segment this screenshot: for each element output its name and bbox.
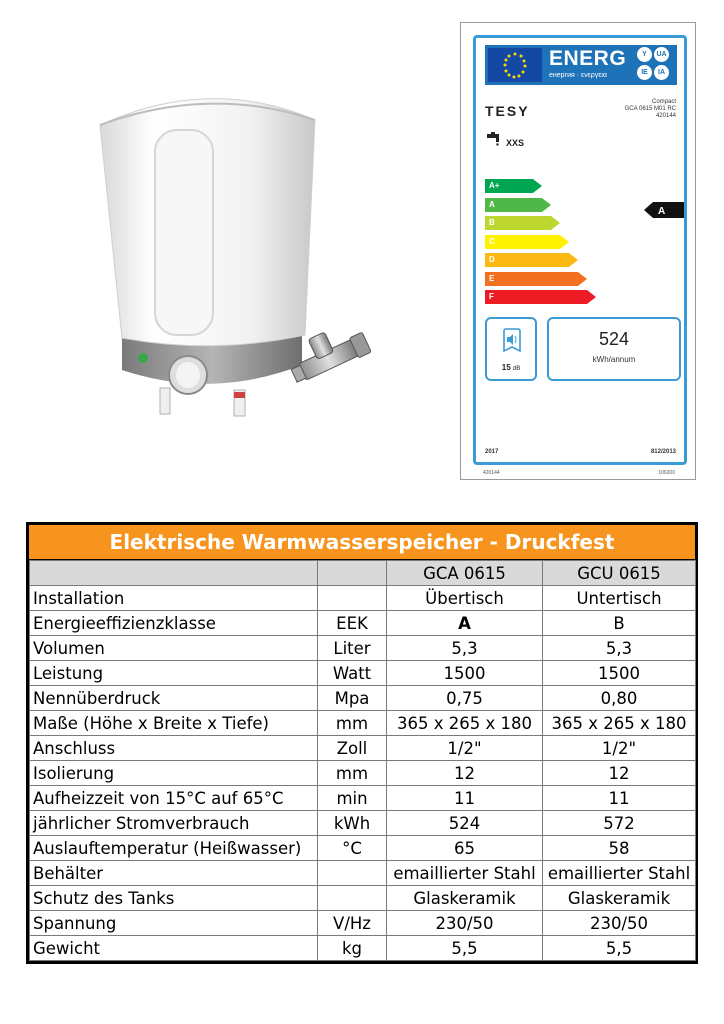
label-code-left: 420144 — [483, 470, 500, 476]
spec-unit: EEK — [318, 611, 387, 636]
spec-label: Energieeffizienzklasse — [30, 611, 318, 636]
spec-row — [30, 686, 696, 711]
spec-row — [30, 786, 696, 811]
spec-value: 365 x 265 x 180 — [387, 711, 543, 736]
spec-unit: V/Hz — [318, 911, 387, 936]
efficiency-class-bar: A+ — [485, 179, 533, 193]
model-line: Compact — [651, 99, 676, 105]
sound-value: 15 dB — [501, 363, 521, 372]
spec-unit — [318, 561, 387, 586]
spec-value: 365 x 265 x 180 — [543, 711, 696, 736]
spec-label: Anschluss — [30, 736, 318, 761]
efficiency-class-arrow — [587, 290, 596, 304]
spec-value: Untertisch — [543, 586, 696, 611]
energy-label-title: ENERG — [549, 47, 627, 70]
energy-label-frame — [473, 35, 687, 465]
spec-label: Leistung — [30, 661, 318, 686]
spec-value: A — [387, 611, 543, 636]
spec-label: Schutz des Tanks — [30, 886, 318, 911]
spec-unit: Zoll — [318, 736, 387, 761]
spec-value: 230/50 — [387, 911, 543, 936]
energy-label — [460, 22, 696, 480]
spec-unit — [318, 586, 387, 611]
spec-row — [30, 761, 696, 786]
sound-icon — [501, 327, 523, 355]
spec-label: Maße (Höhe x Breite x Tiefe) — [30, 711, 318, 736]
spec-value: GCU 0615 — [543, 561, 696, 586]
lang-code: IA — [654, 65, 669, 80]
spec-label: jährlicher Stromverbrauch — [30, 811, 318, 836]
spec-row — [30, 736, 696, 761]
spec-unit: min — [318, 786, 387, 811]
efficiency-class-bar: A — [485, 198, 542, 212]
spec-label: Behälter — [30, 861, 318, 886]
spec-value: 11 — [387, 786, 543, 811]
spec-value: Glaskeramik — [387, 886, 543, 911]
spec-label: Nennüberdruck — [30, 686, 318, 711]
spec-row — [30, 811, 696, 836]
brand-logo: TESY — [485, 103, 530, 119]
spec-value: 11 — [543, 786, 696, 811]
spec-unit: Liter — [318, 636, 387, 661]
spec-label: Volumen — [30, 636, 318, 661]
efficiency-class-bar: B — [485, 216, 551, 230]
efficiency-class-arrow — [542, 198, 551, 212]
spec-value: 58 — [543, 836, 696, 861]
spec-row — [30, 911, 696, 936]
spec-label: Auslauftemperatur (Heißwasser) — [30, 836, 318, 861]
efficiency-class-arrow — [560, 235, 569, 249]
spec-value: 1/2" — [543, 736, 696, 761]
efficiency-class-arrow — [578, 272, 587, 286]
model-line: GCA 0615 M01 RC — [624, 106, 676, 112]
spec-unit: Watt — [318, 661, 387, 686]
spec-value: 1/2" — [387, 736, 543, 761]
spec-value: Übertisch — [387, 586, 543, 611]
spec-unit: kg — [318, 936, 387, 961]
spec-table-title: Elektrische Warmwasserspeicher - Druckfest — [29, 525, 695, 560]
spec-label: Aufheizzeit von 15°C auf 65°C — [30, 786, 318, 811]
label-year: 2017 — [485, 449, 499, 455]
spec-value: 5,3 — [543, 636, 696, 661]
spec-value: 12 — [543, 761, 696, 786]
spec-value: 0,80 — [543, 686, 696, 711]
sound-level-box — [485, 317, 537, 381]
efficiency-class-arrow — [533, 179, 542, 193]
spec-label: Gewicht — [30, 936, 318, 961]
spec-row — [30, 611, 696, 636]
spec-value: emaillierter Stahl — [543, 861, 696, 886]
spec-unit — [318, 861, 387, 886]
spec-value: 65 — [387, 836, 543, 861]
lang-code: UA — [654, 47, 669, 62]
label-code-right: 106300 — [658, 470, 675, 476]
spec-table — [26, 522, 698, 964]
spec-value: 524 — [387, 811, 543, 836]
load-profile: XXS — [506, 138, 525, 148]
lang-code: Y — [637, 47, 652, 62]
model-line: 420144 — [655, 113, 676, 119]
water-heater-icon — [90, 80, 380, 430]
efficiency-class-bar: E — [485, 272, 578, 286]
efficiency-class-bar: C — [485, 235, 560, 249]
spec-value: B — [543, 611, 696, 636]
spec-row — [30, 886, 696, 911]
spec-value: 572 — [543, 811, 696, 836]
selected-class-arrow — [644, 202, 684, 218]
spec-row — [30, 636, 696, 661]
spec-value: Glaskeramik — [543, 886, 696, 911]
spec-value: 1500 — [543, 661, 696, 686]
spec-value: emaillierter Stahl — [387, 861, 543, 886]
energy-label-subtitle: енергия · ενεργεια — [549, 72, 607, 79]
eu-flag-icon — [488, 48, 542, 82]
spec-row — [30, 936, 696, 961]
spec-row — [30, 836, 696, 861]
spec-value: 5,5 — [387, 936, 543, 961]
spec-label: Spannung — [30, 911, 318, 936]
spec-value: 0,75 — [387, 686, 543, 711]
label-regulation: 812/2013 — [650, 449, 676, 455]
spec-value: 5,3 — [387, 636, 543, 661]
spec-row — [30, 586, 696, 611]
spec-table-grid — [29, 560, 696, 961]
spec-label — [30, 561, 318, 586]
spec-unit: mm — [318, 711, 387, 736]
lang-code: IE — [637, 65, 652, 80]
efficiency-class-bar: D — [485, 253, 569, 267]
spec-value: 12 — [387, 761, 543, 786]
spec-unit: °C — [318, 836, 387, 861]
model-info — [625, 99, 676, 120]
efficiency-class-arrow — [551, 216, 560, 230]
energy-label-header — [485, 45, 677, 85]
spec-label: Isolierung — [30, 761, 318, 786]
spec-header-row — [30, 561, 696, 586]
spec-unit — [318, 886, 387, 911]
spec-value: 230/50 — [543, 911, 696, 936]
spec-unit: mm — [318, 761, 387, 786]
spec-value: 1500 — [387, 661, 543, 686]
spec-value: GCA 0615 — [387, 561, 543, 586]
annual-energy-unit: kWh/annum — [592, 355, 636, 364]
spec-row — [30, 711, 696, 736]
spec-unit: kWh — [318, 811, 387, 836]
spec-row — [30, 861, 696, 886]
tap-icon — [485, 132, 505, 146]
spec-label: Installation — [30, 586, 318, 611]
efficiency-class-arrow — [569, 253, 578, 267]
annual-energy-value: 524 — [598, 329, 630, 349]
spec-row — [30, 661, 696, 686]
selected-class-label: A — [658, 206, 666, 217]
efficiency-class-bar: F — [485, 290, 587, 304]
spec-unit: Mpa — [318, 686, 387, 711]
annual-energy-box — [547, 317, 681, 381]
spec-value: 5,5 — [543, 936, 696, 961]
